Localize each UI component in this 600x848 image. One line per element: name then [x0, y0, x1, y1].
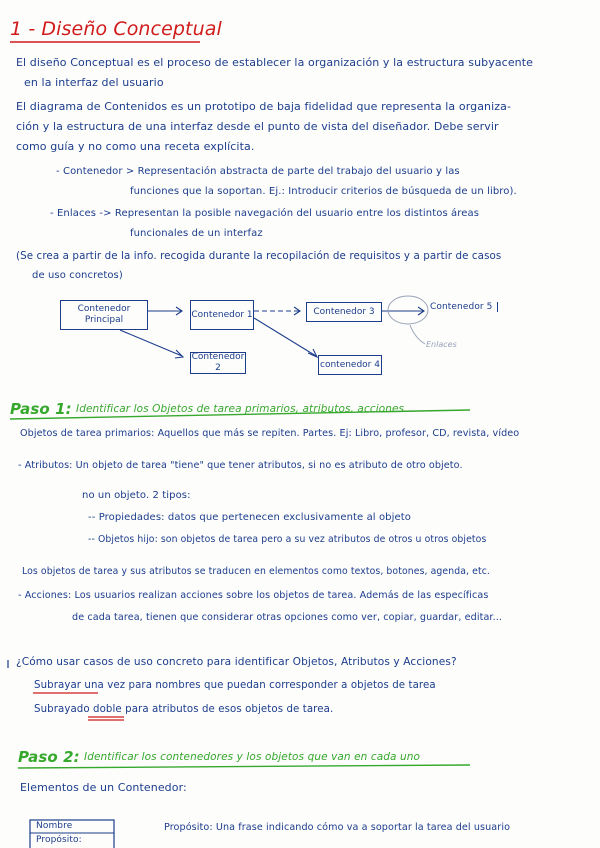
diagram-box-c2: Contenedor 2 — [191, 352, 245, 373]
paso1-atributos: - Atributos: Un objeto de tarea "tiene" que tener atributos, si no es atributo de otro objeto. — [18, 460, 463, 471]
diagram-box-c5: Contenedor 5 — [430, 302, 498, 312]
paso1-propiedades: -- Propiedades: datos que pertenecen exclusivamente al objeto — [88, 512, 412, 523]
def-contenedor: funciones que la soportan. Ej.: Introducir criterios de búsqueda de un libro). — [130, 186, 517, 197]
paso1-title: Paso 1: — [10, 400, 72, 418]
paso2-elementos: Elementos de un Contenedor: — [20, 781, 187, 794]
diagram-box-c4: contenedor 4 — [318, 355, 382, 375]
paso1-atributos: no un objeto. 2 tipos: — [82, 490, 191, 501]
intro-line: como guía y no como una receta explícita. — [16, 140, 255, 153]
paso1-objetos-hijo: -- Objetos hijo: son objetos de tarea pero a su vez atributos de otros u otros objetos — [88, 534, 487, 545]
intro-line: El diseño Conceptual es el proceso de establecer la organización y la estructura subyacente — [16, 56, 534, 69]
box-nombre: Nombre — [36, 821, 73, 831]
creacion-note: (Se crea a partir de la info. recogida durante la recopilación de requisitos y a partir de casos — [16, 250, 502, 262]
paso1-traduccion: Los objetos de tarea y sus atributos se traducen en elementos como textos, botones, agenda, etc. — [22, 566, 490, 577]
paso2-subtitle: Identificar los contenedores y los objetos que van en cada uno — [84, 751, 421, 763]
casos-subrayado-doble: Subrayado doble para atributos de esos objetos de tarea. — [34, 704, 334, 715]
diagram-box-c1: Contenedor 1 — [190, 300, 254, 330]
paso1-subtitle: Identificar los Objetos de tarea primarios, atributos, acciones... — [76, 403, 415, 415]
intro-line: El diagrama de Contenidos es un prototipo de baja fidelidad que representa la organiza- — [16, 100, 512, 113]
intro-line: en la interfaz del usuario — [24, 76, 164, 89]
paso2-desc: Propósito: Una frase indicando cómo va a soportar la tarea del usuario — [164, 822, 511, 833]
def-enlaces: funcionales de un interfaz — [130, 228, 263, 239]
page-title: 1 - Diseño Conceptual — [10, 18, 222, 40]
paso1-acciones: - Acciones: Los usuarios realizan acciones sobre los objetos de tarea. Además de las específicas — [18, 590, 489, 601]
paso1-objetos: Objetos de tarea primarios: Aquellos que más se repiten. Partes. Ej: Libro, profesor, CD, revista, vídeo — [20, 428, 520, 439]
def-contenedor: - Contenedor > Representación abstracta de parte del trabajo del usuario y las — [56, 166, 460, 177]
paso2-title: Paso 2: — [18, 748, 80, 766]
casos-subrayar: Subrayar una vez para nombres que puedan corresponder a objetos de tarea — [34, 680, 436, 691]
box-proposito: Propósito: — [36, 835, 82, 845]
paso1-acciones: de cada tarea, tienen que considerar otras opciones como ver, copiar, guardar, editar... — [72, 612, 503, 623]
def-enlaces: - Enlaces -> Representan la posible navegación del usuario entre los distintos áreas — [50, 208, 480, 219]
casos-question: ¿Cómo usar casos de uso concreto para identificar Objetos, Atributos y Acciones? — [16, 656, 457, 668]
intro-line: ción y la estructura de una interfaz desde el punto de vista del diseñador. Debe servir — [16, 120, 499, 133]
diagram-box-principal: Contenedor Principal — [60, 300, 148, 330]
enlaces-note: Enlaces — [426, 340, 457, 349]
diagram-box-c3: Contenedor 3 — [306, 302, 382, 322]
creacion-note: de uso concretos) — [32, 270, 123, 281]
